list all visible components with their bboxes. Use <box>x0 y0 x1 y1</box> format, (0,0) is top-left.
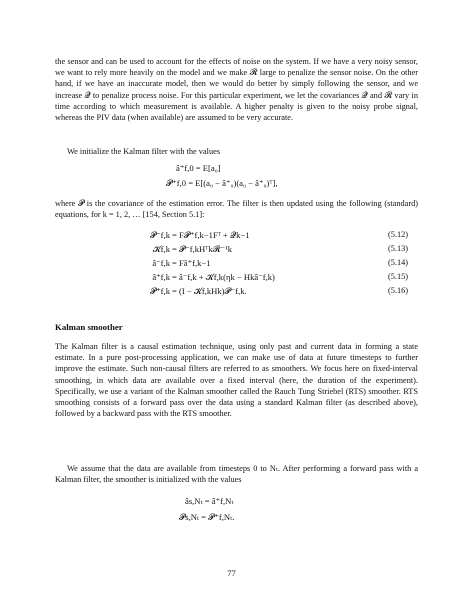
eq-5-16-number: (5.16) <box>388 286 409 295</box>
eq-5-14-number: (5.14) <box>388 258 409 267</box>
init-equation-a: â⁺f,0 = E[a₀] <box>176 163 221 173</box>
eq-5-14-rhs: = Fâ⁺f,k−1 <box>172 258 211 268</box>
eq-5-12-rhs: = F𝓟⁺f,k−1Fᵀ + 𝓠k−1 <box>172 230 250 240</box>
eq-5-15-lhs: â⁺f,k <box>152 272 170 282</box>
page-number: 77 <box>227 568 236 578</box>
section-heading: Kalman smoother <box>55 322 123 332</box>
eq-5-15-rhs: = â⁻f,k + 𝓚f,k(ηk − Hkâ⁻f,k) <box>172 272 275 282</box>
eq-5-16-rhs: = (I − 𝓚f,kHk)𝓟⁻f,k. <box>172 286 247 296</box>
eq-5-16-lhs: 𝓟⁺f,k <box>149 286 170 296</box>
eq-5-13-rhs: = 𝓟⁻f,kHᵀk𝓡⁻¹k <box>172 244 233 254</box>
paragraph-smoother: The Kalman filter is a causal estimation technique, using only past and current data in forming a state estimate. In a pure post-processing application, we can make use of data at future timesteps to further improve the estimate. Such non-causal filters are referred to as smoothers. We focus here on fixed-interval smoothing, in which data are available over a fixed interval (here, the duration of the experiment). Specifically, we use a variant of the Kalman smoother called the Rauch Tung Striebel (RTS) smoother. RTS smoothing consists of a forward pass over the data using a standard Kalman filter (as described above), followed by a backward pass with the RTS smoother. <box>55 342 418 419</box>
smoother-equation-p: 𝓟s,Nₜ = 𝓟⁺f,Nₜ. <box>179 512 235 522</box>
eq-5-12-number: (5.12) <box>388 230 409 239</box>
smoother-equation-a: âs,Nₜ = â⁺f,Nₜ <box>185 496 234 506</box>
eq-5-13-number: (5.13) <box>388 244 409 253</box>
eq-5-13-lhs: 𝓚f,k <box>152 244 170 254</box>
paragraph-update: where 𝓟 is the covariance of the estimation error. The filter is then updated using the following (standard) equations, for k = 1, 2, … [154, Section 5.1]: <box>55 199 418 220</box>
eq-5-12-lhs: 𝓟⁻f,k <box>149 230 170 240</box>
eq-5-14-lhs: â⁻f,k <box>152 258 170 268</box>
paragraph-initialize: We initialize the Kalman filter with the values <box>67 147 221 156</box>
paragraph-assume: We assume that the data are available from timesteps 0 to Nₜ. After performing a forward pass with a Kalman filter, the smoother is initialized with the values <box>55 464 418 485</box>
eq-5-15-number: (5.15) <box>388 272 409 281</box>
init-equation-p: 𝓟⁺f,0 = E[(a₀ − â⁺₀)(a₀ − â⁺₀)ᵀ], <box>166 178 278 188</box>
paragraph-noise: the sensor and can be used to account for the effects of noise on the system. If we have a very noisy sensor, we want to rely more heavily on the model and we make 𝓡 large to penalize the sensor noise. On the other hand, if we have an inaccurate model, then we would do better by simply following the sensor, and we increase 𝓠 to penalize process noise. For this particular experiment, we let the covariances 𝓠 and 𝓡 vary in time according to which measurement is available. A higher penalty is given to the noisy probe signal, whereas the PIV data (when available) are assumed to be very accurate. <box>55 57 418 123</box>
